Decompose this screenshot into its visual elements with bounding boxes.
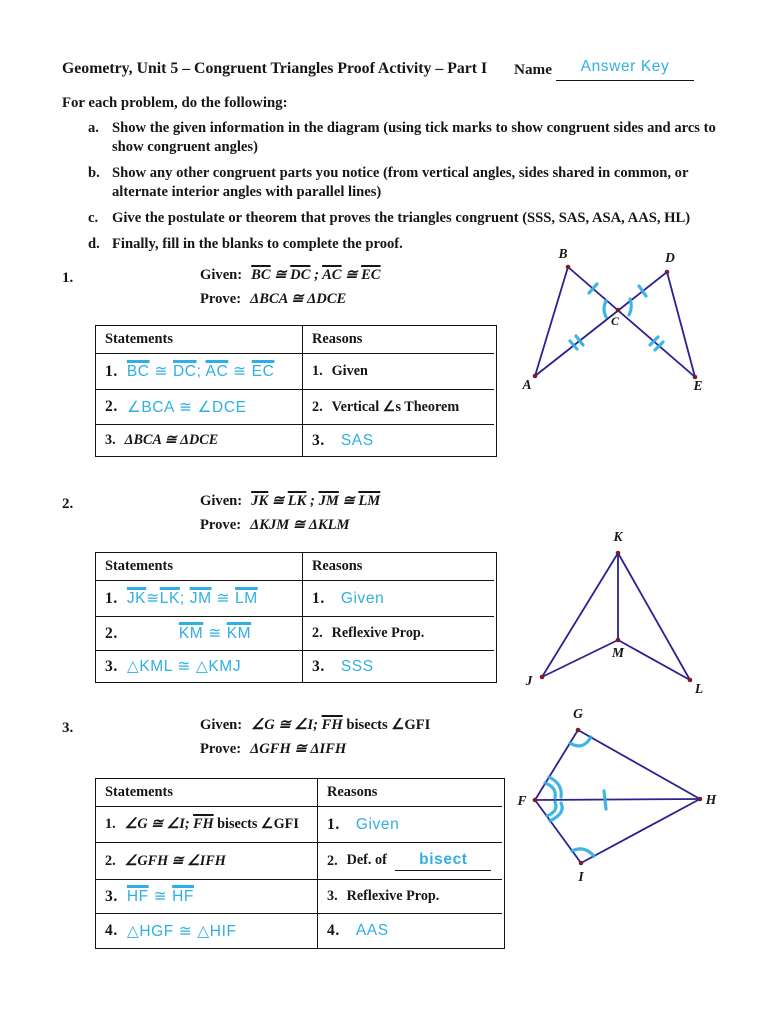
statements-header: Statements: [96, 553, 303, 580]
triangle-diagram-3: [500, 698, 750, 893]
table-row: 2. ∠BCA ≅ ∠DCE 2. Vertical ∠s Theorem: [96, 389, 496, 424]
vertex-label-M: M: [611, 645, 625, 660]
page-title: Geometry, Unit 5 – Congruent Triangles Proof Activity – Part I: [62, 60, 488, 77]
table-row: 2. ∠GFH ≅ ∠IFH 2. Def. of bisect: [96, 842, 504, 879]
vertex-label-B: B: [558, 246, 568, 261]
problem-1-number: 1.: [62, 270, 74, 286]
instruction-item-c: c. Give the postulate or theorem that proves the triangles congruent (SSS, SAS, ASA, AAS, HL): [88, 210, 691, 226]
pen-congruence-marks: [545, 737, 606, 856]
problem-2-given-line: Given: $\overline{JK}$ ≅ $\overline{LK}$ ; $\overline{JM}$ ≅ $\overline{LM}$: [200, 493, 381, 509]
problem-1-proof-table: [95, 325, 497, 457]
statements-header: Statements: [96, 779, 318, 806]
instruction-item-b: b. Show any other congruent parts you notice (from vertical angles, sides shared in common, or alternate interior angles with parallel lines): [88, 165, 689, 200]
table-header-row: [96, 326, 496, 353]
prove-statement: ΔGFH ≅ ΔIFH: [250, 741, 347, 757]
reasons-header: Reasons: [327, 784, 378, 800]
prove-statement: ΔBCA ≅ ΔDCE: [250, 291, 347, 307]
table-row: 2. $\overline{KM}$ ≅ $\overline{KM}$ 2. Reflexive Prop.: [96, 616, 496, 650]
vertex-label-C: C: [610, 314, 620, 328]
vertex-label-E: E: [693, 378, 703, 393]
vertex-label-D: D: [665, 250, 675, 265]
instruction-item-d: d. Finally, fill in the blanks to complete the proof.: [88, 236, 403, 252]
vertex-label-L: L: [694, 681, 704, 696]
vertex-label-F: F: [517, 793, 527, 808]
table-row: 1. ∠G ≅ ∠I; $\overline{FH}$ bisects ∠GFI 1. Given: [96, 806, 504, 842]
name-answer-key: Answer Key: [580, 58, 670, 75]
vertex-label-H: H: [705, 792, 717, 807]
vertex-dots: [540, 551, 693, 683]
instructions: [62, 95, 722, 254]
problem-1-given-line: Given: $\overline{BC}$ ≅ $\overline{DC}$ ; $\overline{AC}$ ≅ $\overline{EC}$: [200, 267, 381, 283]
table-header-row: [96, 553, 496, 580]
given-statement: ∠G ≅ ∠I; $\overline{FH}$ bisects ∠GFI: [251, 717, 431, 733]
diagram-edges: [542, 553, 690, 680]
triangle-diagram-2: [515, 523, 745, 698]
table-row: 1. $\overline{JK}≅\overline{LK}$; $\overline{JM}$ ≅ $\overline{LM}$ 1. Given: [96, 580, 496, 616]
statements-header: Statements: [96, 326, 303, 353]
vertex-dots: [533, 728, 703, 866]
problem-3-given-line: Given: ∠G ≅ ∠I; $\overline{FH}$ bisects ∠GFI: [200, 717, 431, 733]
prove-statement: ΔKJM ≅ ΔKLM: [250, 517, 350, 533]
problem-2-number: 2.: [62, 496, 74, 512]
problem-3-prove-line: Prove: ΔGFH ≅ ΔIFH: [200, 741, 347, 757]
triangle-diagram-1: [500, 238, 750, 398]
table-row: 3. $\overline{HF}$ ≅ $\overline{HF}$ 3. Reflexive Prop.: [96, 879, 504, 913]
name-field: [556, 58, 694, 81]
problem-1-prove-line: Prove: ΔBCA ≅ ΔDCE: [200, 291, 347, 307]
table-header-row: [96, 779, 504, 806]
problem-3-number: 3.: [62, 720, 74, 736]
given-statement: $\overline{JK}$ ≅ $\overline{LK}$ ; $\overline{JM}$ ≅ $\overline{LM}$: [251, 493, 381, 509]
vertex-label-G: G: [573, 706, 583, 721]
table-row: 3. △KML ≅ △KMJ 3. SSS: [96, 650, 496, 682]
table-row: 4. △HGF ≅ △HIF 4. AAS: [96, 913, 504, 948]
table-row: 1. $\overline{BC}$ ≅ $\overline{DC}$; $\overline{AC}$ ≅ $\overline{EC}$ 1. Given: [96, 353, 496, 389]
table-row: 3. ΔBCA ≅ ΔDCE 3. SAS: [96, 424, 496, 456]
reasons-header: Reasons: [312, 558, 363, 574]
given-statement: $\overline{BC}$ ≅ $\overline{DC}$ ; $\overline{AC}$ ≅ $\overline{EC}$: [251, 267, 381, 283]
vertex-label-J: J: [525, 673, 533, 688]
instructions-intro: For each problem, do the following:: [62, 95, 288, 111]
problem-3-proof-table: [95, 778, 505, 949]
instruction-item-a: a. Show the given information in the diagram (using tick marks to show congruent sides and arcs to show congruent angles): [88, 120, 716, 155]
problem-2-proof-table: [95, 552, 497, 683]
vertex-label-A: A: [522, 377, 532, 392]
name-label: Name: [514, 61, 552, 78]
vertex-label-K: K: [613, 529, 623, 544]
vertex-label-I: I: [578, 869, 584, 884]
problem-2-prove-line: Prove: ΔKJM ≅ ΔKLM: [200, 517, 350, 533]
reasons-header: Reasons: [312, 331, 363, 347]
